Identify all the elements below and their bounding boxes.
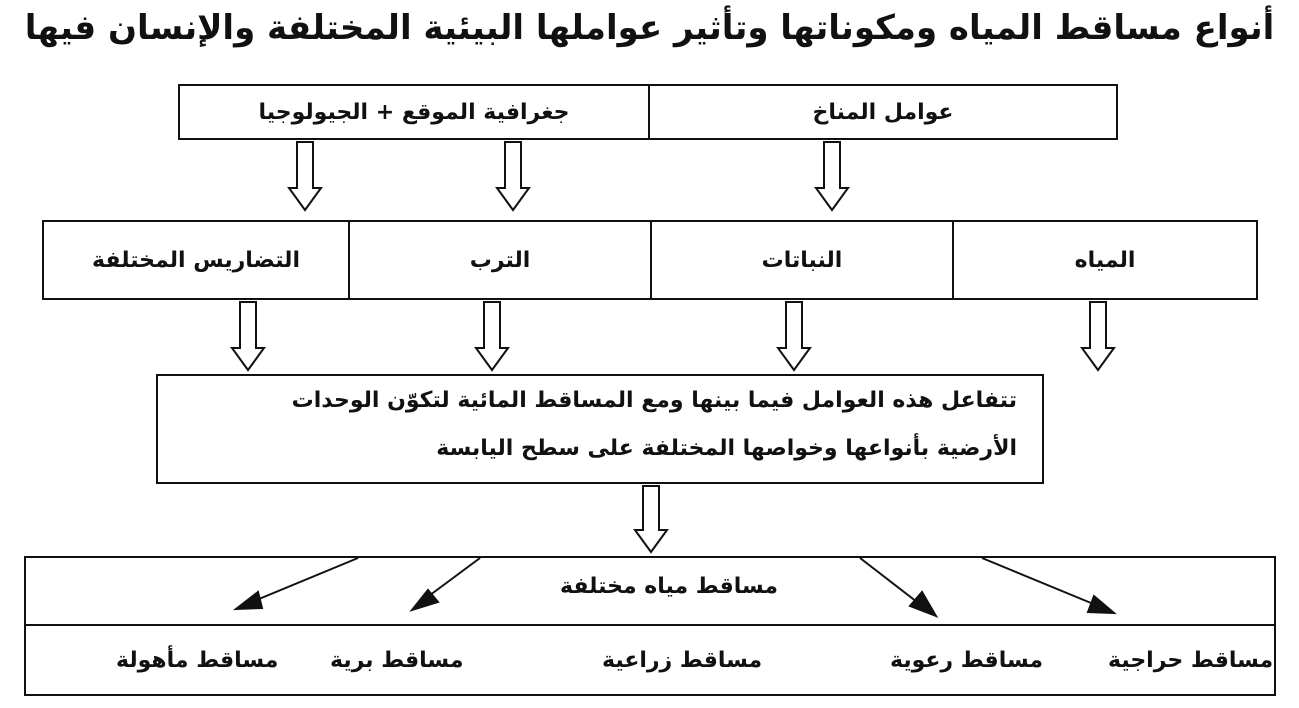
arrowhead-icon — [910, 592, 936, 616]
plants-label: النباتات — [761, 247, 843, 273]
geography-geology-label: جغرافية الموقع + الجيولوجيا — [258, 99, 570, 125]
outcome-type-forest: مساقط حراجية — [1108, 648, 1274, 673]
hollow-arrow-icon — [778, 302, 810, 370]
hollow-arrow-icon — [816, 142, 848, 210]
soils-label: الترب — [469, 247, 531, 273]
hollow-arrow-icon — [232, 302, 264, 370]
water-label: المياه — [1074, 247, 1136, 273]
interaction-line-1: تتفاعل هذه العوامل فيما بينها ومع المساقط المائية لتكوّن الوحدات — [291, 388, 1017, 413]
outcome-type-agricultural: مساقط زراعية — [602, 648, 763, 673]
hollow-arrow-icon — [289, 142, 321, 210]
interaction-line-2: الأرضية بأنواعها وخواصها المختلفة على سطح اليابسة — [436, 436, 1017, 461]
diagram-title: أنواع مساقط المياه ومكوناتها وتأثير عواملها البيئية المختلفة والإنسان فيها — [24, 8, 1275, 48]
hollow-arrow-icon — [635, 486, 667, 552]
outcome-header: مساقط مياه مختلفة — [560, 574, 779, 599]
arrowhead-icon — [236, 592, 262, 609]
diagonal-arrow-icon — [982, 558, 1108, 610]
outcome-type-inhabited: مساقط مأهولة — [116, 648, 279, 673]
hollow-arrow-icon — [497, 142, 529, 210]
outcome-type-wild: مساقط برية — [330, 648, 464, 673]
hollow-arrow-icon — [476, 302, 508, 370]
outcome-type-pastoral: مساقط رعوية — [890, 648, 1043, 673]
climate-factors-label: عوامل المناخ — [812, 99, 954, 125]
arrowhead-icon — [1088, 596, 1114, 613]
terrain-label: التضاريس المختلفة — [92, 247, 300, 273]
hollow-arrow-icon — [1082, 302, 1114, 370]
